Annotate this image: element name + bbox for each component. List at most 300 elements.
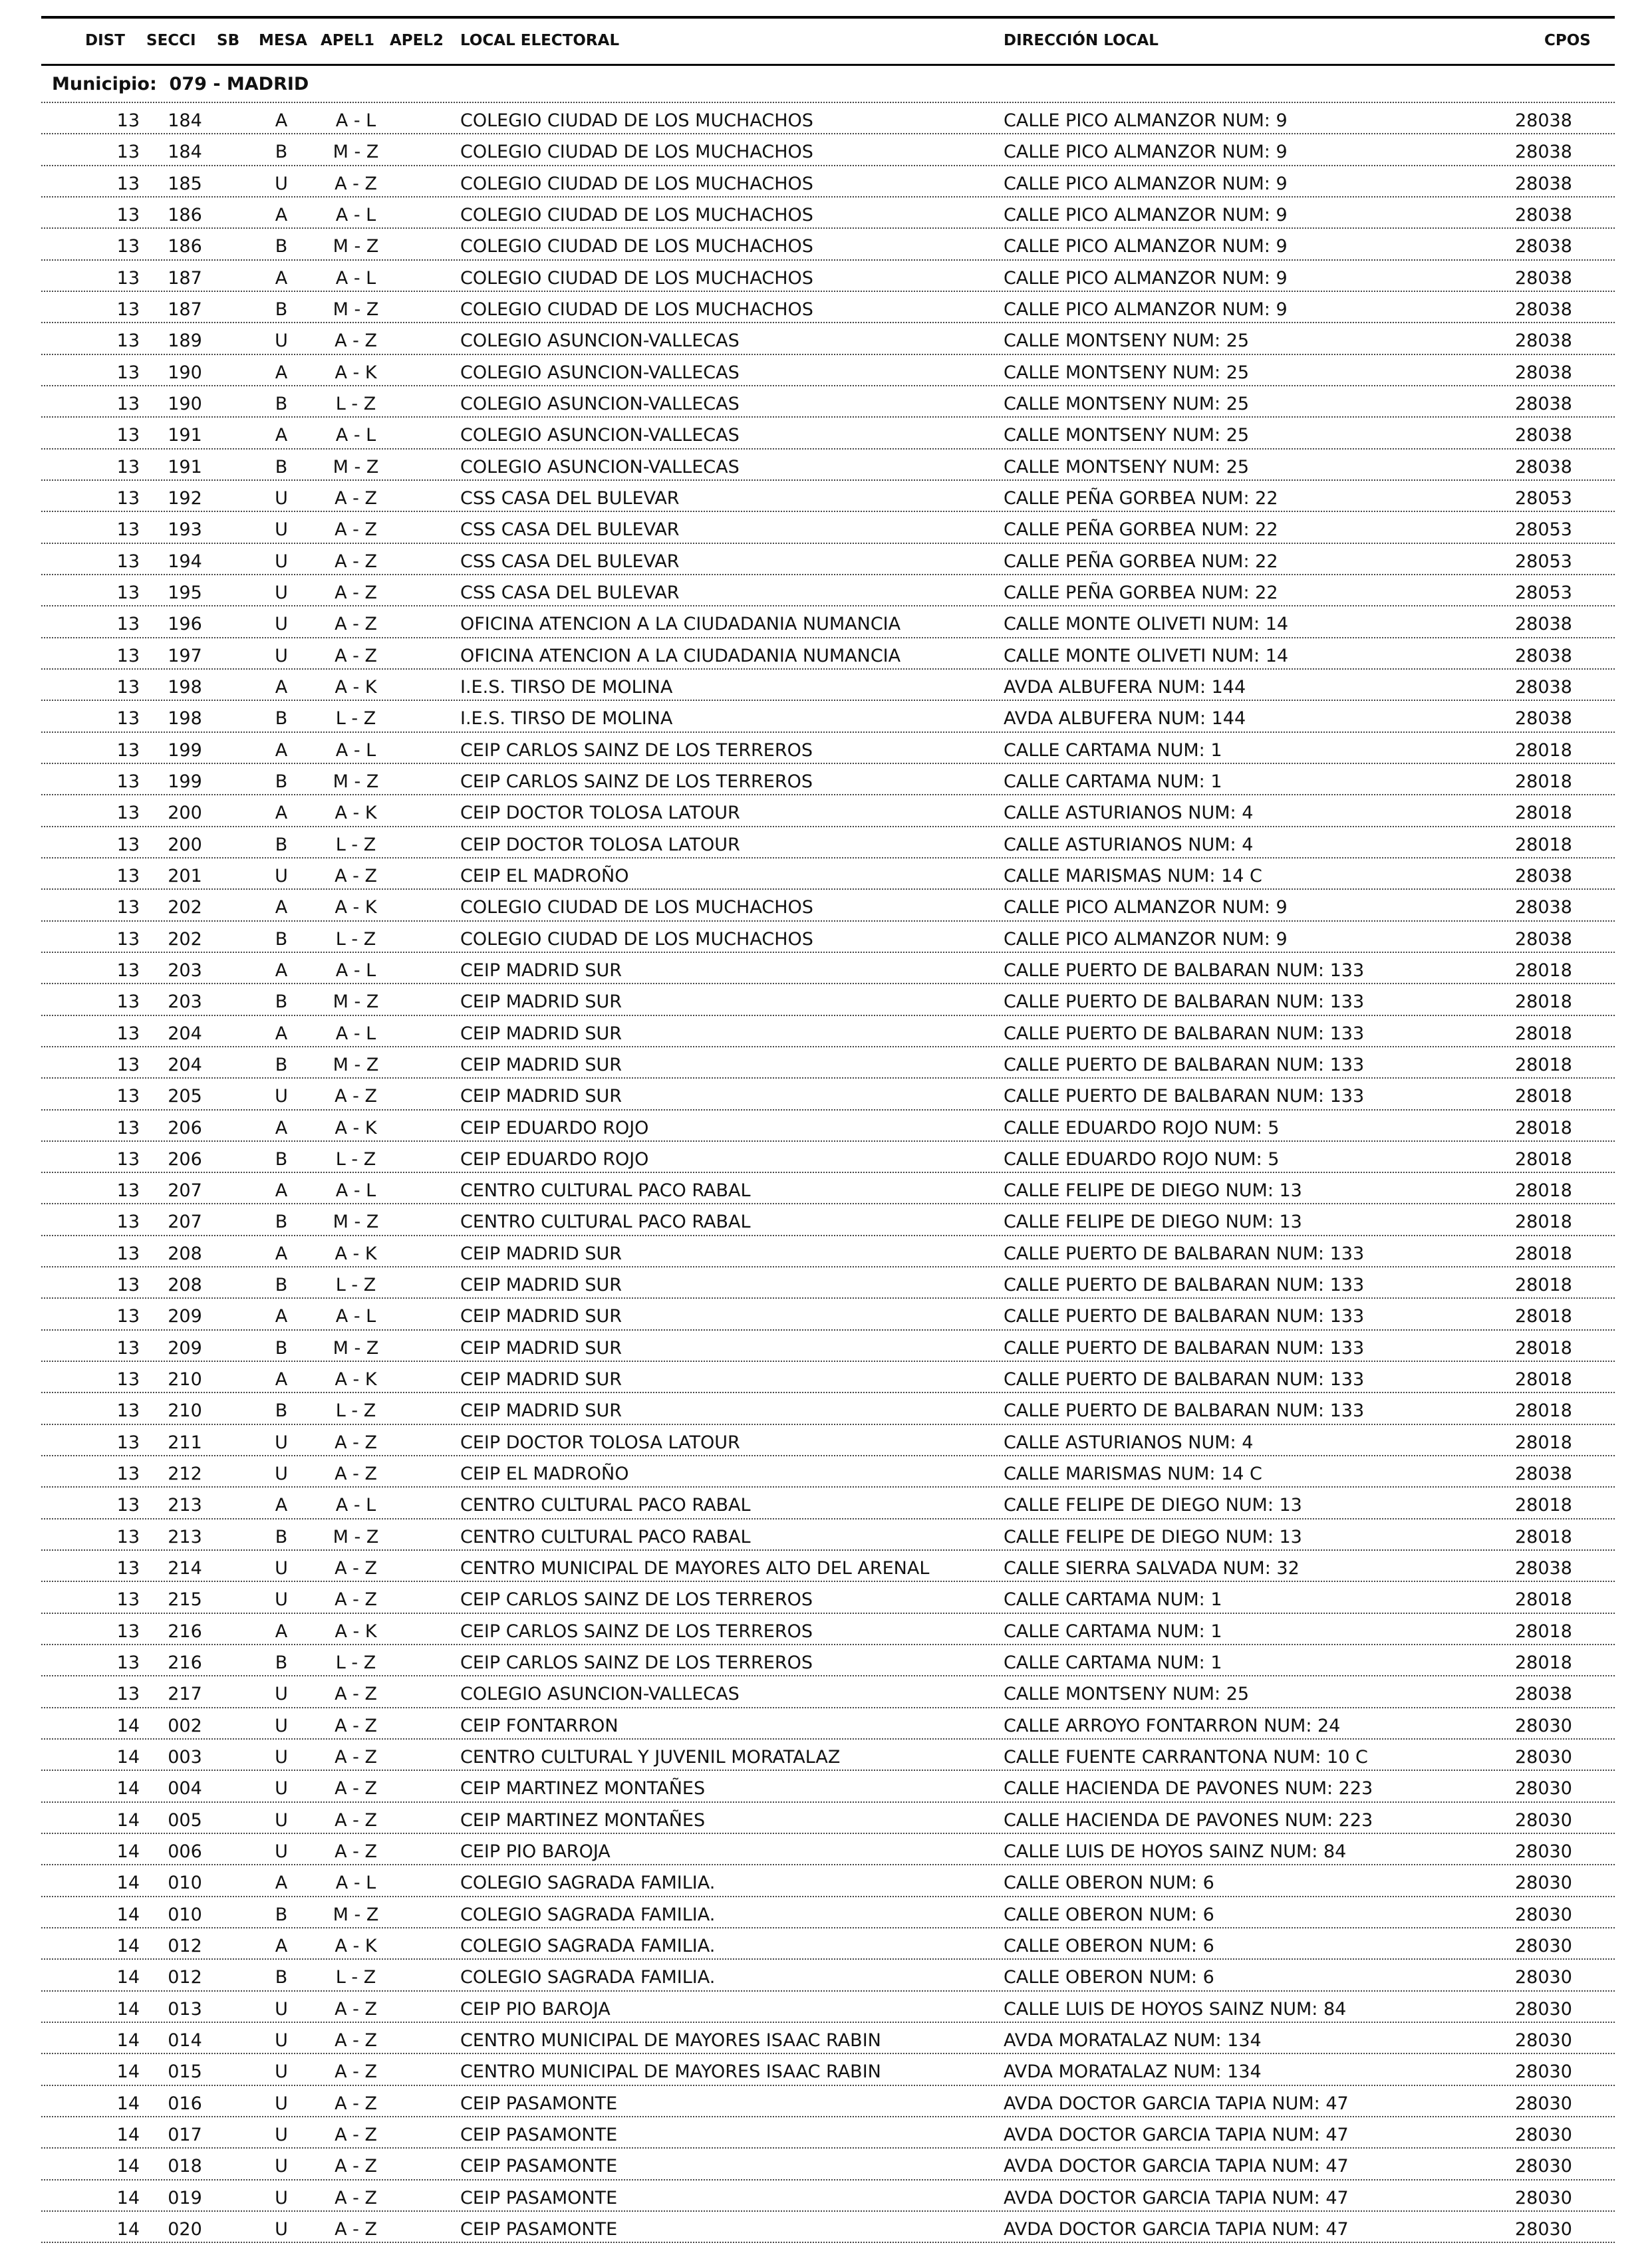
table-row xyxy=(41,1267,1615,1299)
cell-secci: 189 xyxy=(168,330,202,352)
cell-apel1: M - Z xyxy=(333,142,379,163)
cell-local-electoral: COLEGIO CIUDAD DE LOS MUCHACHOS xyxy=(460,897,813,918)
cell-apel1: A - Z xyxy=(335,1778,377,1799)
cell-secci: 192 xyxy=(168,487,202,509)
cell-cpos: 28030 xyxy=(1515,1904,1572,1925)
cell-dist: 13 xyxy=(116,519,140,541)
cell-mesa: U xyxy=(275,582,288,603)
cell-cpos: 28030 xyxy=(1515,2093,1572,2114)
cell-direccion: CALLE ARROYO FONTARRON NUM: 24 xyxy=(1004,1715,1341,1736)
cell-cpos: 28030 xyxy=(1515,1747,1572,1768)
cell-secci: 212 xyxy=(168,1464,202,1485)
cell-dist: 14 xyxy=(116,2125,140,2145)
cell-apel1: A - Z xyxy=(335,1715,377,1736)
cell-local-electoral: CEIP MADRID SUR xyxy=(460,1400,622,1422)
cell-mesa: A xyxy=(275,1621,288,1642)
header-sb: SB xyxy=(217,32,240,49)
cell-local-electoral: COLEGIO CIUDAD DE LOS MUCHACHOS xyxy=(460,928,813,950)
cell-apel1: L - Z xyxy=(335,834,376,855)
cell-local-electoral: CSS CASA DEL BULEVAR xyxy=(460,519,680,541)
cell-apel1: M - Z xyxy=(333,1054,379,1075)
cell-direccion: CALLE PICO ALMANZOR NUM: 9 xyxy=(1004,236,1288,257)
cell-dist: 13 xyxy=(116,1369,140,1390)
cell-apel1: A - L xyxy=(335,204,376,225)
cell-cpos: 28038 xyxy=(1515,173,1572,194)
cell-secci: 216 xyxy=(168,1621,202,1642)
cell-apel1: A - K xyxy=(335,362,377,383)
cell-local-electoral: OFICINA ATENCION A LA CIUDADANIA NUMANCIA xyxy=(460,614,901,635)
cell-dist: 13 xyxy=(116,1180,140,1202)
cell-secci: 207 xyxy=(168,1180,202,1202)
cell-mesa: U xyxy=(275,865,288,886)
cell-mesa: B xyxy=(275,1400,288,1422)
table-row xyxy=(41,355,1615,386)
cell-local-electoral: CEIP EDUARDO ROJO xyxy=(460,1117,649,1138)
cell-secci: 190 xyxy=(168,393,202,414)
cell-local-electoral: CEIP PASAMONTE xyxy=(460,2218,618,2240)
cell-secci: 016 xyxy=(168,2093,202,2114)
cell-secci: 019 xyxy=(168,2187,202,2208)
cell-direccion: AVDA DOCTOR GARCIA TAPIA NUM: 47 xyxy=(1004,2125,1349,2145)
cell-local-electoral: CEIP MADRID SUR xyxy=(460,1054,622,1075)
table-row xyxy=(41,1204,1615,1236)
cell-cpos: 28038 xyxy=(1515,299,1572,320)
cell-secci: 010 xyxy=(168,1873,202,1894)
cell-direccion: CALLE PICO ALMANZOR NUM: 9 xyxy=(1004,173,1288,194)
cell-direccion: CALLE FELIPE DE DIEGO NUM: 13 xyxy=(1004,1495,1302,1516)
cell-local-electoral: CEIP MADRID SUR xyxy=(460,1023,622,1044)
cell-direccion: CALLE CARTAMA NUM: 1 xyxy=(1004,1621,1222,1642)
cell-apel1: A - L xyxy=(335,1306,376,1327)
cell-local-electoral: CEIP MADRID SUR xyxy=(460,1243,622,1264)
cell-cpos: 28038 xyxy=(1515,645,1572,666)
cell-dist: 13 xyxy=(116,1243,140,1264)
cell-local-electoral: COLEGIO SAGRADA FAMILIA. xyxy=(460,1873,716,1894)
table-row xyxy=(41,292,1615,323)
cell-mesa: B xyxy=(275,456,288,477)
table-row xyxy=(41,544,1615,575)
cell-direccion: CALLE PICO ALMANZOR NUM: 9 xyxy=(1004,142,1288,163)
cell-dist: 13 xyxy=(116,487,140,509)
cell-secci: 202 xyxy=(168,897,202,918)
cell-cpos: 28038 xyxy=(1515,236,1572,257)
cell-apel1: M - Z xyxy=(333,1526,379,1547)
cell-local-electoral: CEIP DOCTOR TOLOSA LATOUR xyxy=(460,803,740,824)
cell-apel1: A - L xyxy=(335,267,376,289)
cell-direccion: CALLE HACIENDA DE PAVONES NUM: 223 xyxy=(1004,1778,1373,1799)
table-row xyxy=(41,1016,1615,1047)
cell-local-electoral: COLEGIO CIUDAD DE LOS MUCHACHOS xyxy=(460,236,813,257)
cell-local-electoral: CEIP PIO BAROJA xyxy=(460,1998,611,2020)
cell-direccion: CALLE PUERTO DE BALBARAN NUM: 133 xyxy=(1004,1337,1365,1359)
municipio-heading xyxy=(41,66,1615,103)
cell-local-electoral: COLEGIO ASUNCION-VALLECAS xyxy=(460,330,740,352)
cell-mesa: A xyxy=(275,897,288,918)
table-row xyxy=(41,1928,1615,1960)
cell-cpos: 28038 xyxy=(1515,204,1572,225)
cell-local-electoral: CEIP CARLOS SAINZ DE LOS TERREROS xyxy=(460,739,813,761)
cell-direccion: CALLE PUERTO DE BALBARAN NUM: 133 xyxy=(1004,1275,1365,1296)
cell-dist: 13 xyxy=(116,142,140,163)
cell-secci: 203 xyxy=(168,991,202,1013)
cell-secci: 204 xyxy=(168,1054,202,1075)
cell-mesa: U xyxy=(275,551,288,572)
cell-apel1: A - K xyxy=(335,1621,377,1642)
cell-mesa: U xyxy=(275,645,288,666)
cell-direccion: CALLE PUERTO DE BALBARAN NUM: 133 xyxy=(1004,1400,1365,1422)
cell-secci: 217 xyxy=(168,1684,202,1705)
cell-direccion: AVDA ALBUFERA NUM: 144 xyxy=(1004,708,1246,729)
table-row xyxy=(41,1456,1615,1488)
cell-local-electoral: COLEGIO SAGRADA FAMILIA. xyxy=(460,1967,716,1988)
cell-local-electoral: CEIP DOCTOR TOLOSA LATOUR xyxy=(460,834,740,855)
cell-direccion: CALLE PICO ALMANZOR NUM: 9 xyxy=(1004,897,1288,918)
cell-local-electoral: CEIP EL MADROÑO xyxy=(460,1464,629,1485)
cell-mesa: A xyxy=(275,1180,288,1202)
cell-secci: 195 xyxy=(168,582,202,603)
cell-secci: 201 xyxy=(168,865,202,886)
cell-dist: 13 xyxy=(116,897,140,918)
cell-dist: 13 xyxy=(116,236,140,257)
cell-dist: 14 xyxy=(116,2156,140,2177)
cell-local-electoral: COLEGIO ASUNCION-VALLECAS xyxy=(460,425,740,446)
cell-mesa: U xyxy=(275,487,288,509)
cell-mesa: U xyxy=(275,2187,288,2208)
cell-dist: 13 xyxy=(116,1526,140,1547)
cell-mesa: A xyxy=(275,1306,288,1327)
table-row xyxy=(41,1897,1615,1928)
cell-dist: 13 xyxy=(116,1684,140,1705)
cell-mesa: A xyxy=(275,739,288,761)
cell-direccion: CALLE PEÑA GORBEA NUM: 22 xyxy=(1004,582,1278,603)
cell-cpos: 28018 xyxy=(1515,960,1572,981)
cell-apel1: A - Z xyxy=(335,1558,377,1579)
cell-local-electoral: CENTRO MUNICIPAL DE MAYORES ALTO DEL ARENAL xyxy=(460,1558,930,1579)
cell-dist: 13 xyxy=(116,425,140,446)
cell-mesa: U xyxy=(275,1589,288,1611)
cell-mesa: B xyxy=(275,1212,288,1233)
cell-cpos: 28030 xyxy=(1515,1967,1572,1988)
cell-mesa: A xyxy=(275,267,288,289)
cell-dist: 14 xyxy=(116,2187,140,2208)
cell-cpos: 28018 xyxy=(1515,1243,1572,1264)
header-secci: SECCI xyxy=(146,32,196,49)
cell-direccion: CALLE PEÑA GORBEA NUM: 22 xyxy=(1004,487,1278,509)
cell-secci: 185 xyxy=(168,173,202,194)
cell-secci: 193 xyxy=(168,519,202,541)
cell-local-electoral: CEIP MADRID SUR xyxy=(460,1306,622,1327)
cell-secci: 005 xyxy=(168,1809,202,1831)
cell-apel1: M - Z xyxy=(333,299,379,320)
cell-local-electoral: COLEGIO CIUDAD DE LOS MUCHACHOS xyxy=(460,204,813,225)
cell-secci: 017 xyxy=(168,2125,202,2145)
cell-direccion: CALLE LUIS DE HOYOS SAINZ NUM: 84 xyxy=(1004,1998,1347,2020)
cell-local-electoral: COLEGIO CIUDAD DE LOS MUCHACHOS xyxy=(460,110,813,131)
cell-mesa: B xyxy=(275,1652,288,1674)
cell-secci: 198 xyxy=(168,708,202,729)
cell-direccion: CALLE FUENTE CARRANTONA NUM: 10 C xyxy=(1004,1747,1368,1768)
cell-direccion: CALLE FELIPE DE DIEGO NUM: 13 xyxy=(1004,1526,1302,1547)
cell-mesa: B xyxy=(275,1054,288,1075)
cell-dist: 13 xyxy=(116,1086,140,1107)
cell-cpos: 28030 xyxy=(1515,1873,1572,1894)
cell-local-electoral: CEIP CARLOS SAINZ DE LOS TERREROS xyxy=(460,1652,813,1674)
cell-mesa: U xyxy=(275,2125,288,2145)
cell-apel1: A - Z xyxy=(335,2218,377,2240)
cell-cpos: 28018 xyxy=(1515,1589,1572,1611)
cell-cpos: 28038 xyxy=(1515,456,1572,477)
cell-dist: 14 xyxy=(116,1809,140,1831)
table-row xyxy=(41,323,1615,354)
cell-dist: 14 xyxy=(116,1936,140,1957)
cell-mesa: U xyxy=(275,1715,288,1736)
table-row xyxy=(41,198,1615,229)
cell-mesa: B xyxy=(275,142,288,163)
cell-secci: 197 xyxy=(168,645,202,666)
table-row xyxy=(41,166,1615,198)
cell-local-electoral: CEIP MADRID SUR xyxy=(460,1275,622,1296)
cell-direccion: CALLE PUERTO DE BALBARAN NUM: 133 xyxy=(1004,1086,1365,1107)
cell-secci: 004 xyxy=(168,1778,202,1799)
table-row xyxy=(41,1393,1615,1424)
cell-cpos: 28053 xyxy=(1515,582,1572,603)
cell-cpos: 28038 xyxy=(1515,708,1572,729)
cell-secci: 196 xyxy=(168,614,202,635)
cell-direccion: CALLE ASTURIANOS NUM: 4 xyxy=(1004,1432,1254,1453)
cell-cpos: 28030 xyxy=(1515,2187,1572,2208)
cell-secci: 208 xyxy=(168,1275,202,1296)
cell-dist: 14 xyxy=(116,1841,140,1863)
cell-dist: 13 xyxy=(116,676,140,698)
cell-secci: 204 xyxy=(168,1023,202,1044)
cell-cpos: 28038 xyxy=(1515,110,1572,131)
cell-direccion: CALLE ASTURIANOS NUM: 4 xyxy=(1004,803,1254,824)
cell-secci: 200 xyxy=(168,803,202,824)
cell-apel1: A - Z xyxy=(335,645,377,666)
cell-mesa: B xyxy=(275,236,288,257)
cell-secci: 206 xyxy=(168,1117,202,1138)
cell-direccion: CALLE PICO ALMANZOR NUM: 9 xyxy=(1004,267,1288,289)
cell-cpos: 28030 xyxy=(1515,2125,1572,2145)
header-apel2: APEL2 xyxy=(390,32,444,49)
table-row xyxy=(41,1582,1615,1613)
cell-secci: 186 xyxy=(168,236,202,257)
cell-local-electoral: CENTRO CULTURAL PACO RABAL xyxy=(460,1212,751,1233)
cell-cpos: 28053 xyxy=(1515,519,1572,541)
cell-apel1: A - Z xyxy=(335,614,377,635)
cell-mesa: U xyxy=(275,173,288,194)
cell-mesa: B xyxy=(275,928,288,950)
cell-secci: 213 xyxy=(168,1495,202,1516)
cell-local-electoral: CEIP DOCTOR TOLOSA LATOUR xyxy=(460,1432,740,1453)
cell-mesa: U xyxy=(275,1998,288,2020)
cell-direccion: AVDA DOCTOR GARCIA TAPIA NUM: 47 xyxy=(1004,2187,1349,2208)
cell-cpos: 28018 xyxy=(1515,1432,1572,1453)
cell-cpos: 28038 xyxy=(1515,142,1572,163)
cell-apel1: L - Z xyxy=(335,393,376,414)
cell-secci: 184 xyxy=(168,110,202,131)
cell-local-electoral: CEIP FONTARRON xyxy=(460,1715,619,1736)
cell-apel1: M - Z xyxy=(333,771,379,792)
cell-direccion: CALLE FELIPE DE DIEGO NUM: 13 xyxy=(1004,1212,1302,1233)
table-row xyxy=(41,701,1615,732)
cell-dist: 13 xyxy=(116,1117,140,1138)
cell-dist: 13 xyxy=(116,928,140,950)
cell-dist: 14 xyxy=(116,2061,140,2083)
cell-cpos: 28038 xyxy=(1515,865,1572,886)
table-row xyxy=(41,1708,1615,1740)
cell-mesa: U xyxy=(275,1778,288,1799)
cell-dist: 14 xyxy=(116,2218,140,2240)
cell-secci: 205 xyxy=(168,1086,202,1107)
cell-direccion: CALLE PUERTO DE BALBARAN NUM: 133 xyxy=(1004,960,1365,981)
cell-local-electoral: CEIP EDUARDO ROJO xyxy=(460,1148,649,1170)
table-row xyxy=(41,1803,1615,1834)
cell-cpos: 28038 xyxy=(1515,676,1572,698)
cell-cpos: 28018 xyxy=(1515,1400,1572,1422)
cell-local-electoral: CEIP PASAMONTE xyxy=(460,2187,618,2208)
cell-local-electoral: CEIP MADRID SUR xyxy=(460,960,622,981)
cell-secci: 187 xyxy=(168,299,202,320)
cell-dist: 13 xyxy=(116,1306,140,1327)
cell-local-electoral: COLEGIO CIUDAD DE LOS MUCHACHOS xyxy=(460,299,813,320)
cell-mesa: U xyxy=(275,2061,288,2083)
cell-apel1: M - Z xyxy=(333,1212,379,1233)
cell-dist: 13 xyxy=(116,645,140,666)
cell-dist: 14 xyxy=(116,2030,140,2051)
cell-direccion: CALLE CARTAMA NUM: 1 xyxy=(1004,771,1222,792)
cell-direccion: AVDA DOCTOR GARCIA TAPIA NUM: 47 xyxy=(1004,2093,1349,2114)
cell-apel1: A - Z xyxy=(335,1464,377,1485)
header-apel1: APEL1 xyxy=(321,32,375,49)
cell-cpos: 28038 xyxy=(1515,362,1572,383)
table-row xyxy=(41,670,1615,701)
table-row xyxy=(41,2117,1615,2149)
cell-direccion: CALLE CARTAMA NUM: 1 xyxy=(1004,739,1222,761)
cell-mesa: U xyxy=(275,330,288,352)
cell-mesa: A xyxy=(275,204,288,225)
cell-cpos: 28038 xyxy=(1515,330,1572,352)
cell-mesa: B xyxy=(275,1967,288,1988)
cell-cpos: 28018 xyxy=(1515,1337,1572,1359)
cell-apel1: A - K xyxy=(335,803,377,824)
cell-secci: 214 xyxy=(168,1558,202,1579)
cell-direccion: CALLE PICO ALMANZOR NUM: 9 xyxy=(1004,110,1288,131)
cell-local-electoral: CEIP MADRID SUR xyxy=(460,1369,622,1390)
cell-cpos: 28018 xyxy=(1515,1369,1572,1390)
cell-secci: 012 xyxy=(168,1936,202,1957)
cell-direccion: CALLE SIERRA SALVADA NUM: 32 xyxy=(1004,1558,1300,1579)
cell-dist: 13 xyxy=(116,267,140,289)
table-row xyxy=(41,1519,1615,1551)
cell-direccion: CALLE FELIPE DE DIEGO NUM: 13 xyxy=(1004,1180,1302,1202)
table-row xyxy=(41,1299,1615,1330)
table-row xyxy=(41,418,1615,449)
cell-dist: 13 xyxy=(116,1400,140,1422)
cell-local-electoral: COLEGIO ASUNCION-VALLECAS xyxy=(460,362,740,383)
cell-local-electoral: I.E.S. TIRSO DE MOLINA xyxy=(460,676,673,698)
table-row xyxy=(41,1992,1615,2023)
cell-local-electoral: CEIP MADRID SUR xyxy=(460,991,622,1013)
cell-mesa: A xyxy=(275,110,288,131)
cell-cpos: 28018 xyxy=(1515,1212,1572,1233)
cell-dist: 14 xyxy=(116,1904,140,1925)
cell-cpos: 28030 xyxy=(1515,1809,1572,1831)
cell-apel1: A - Z xyxy=(335,2156,377,2177)
cell-mesa: B xyxy=(275,771,288,792)
cell-mesa: U xyxy=(275,2030,288,2051)
cell-secci: 186 xyxy=(168,204,202,225)
cell-apel1: A - Z xyxy=(335,1086,377,1107)
cell-dist: 13 xyxy=(116,173,140,194)
cell-apel1: A - Z xyxy=(335,173,377,194)
cell-cpos: 28030 xyxy=(1515,2061,1572,2083)
cell-mesa: A xyxy=(275,803,288,824)
cell-apel1: A - L xyxy=(335,960,376,981)
header-mesa: MESA xyxy=(259,32,307,49)
cell-local-electoral: CENTRO CULTURAL PACO RABAL xyxy=(460,1180,751,1202)
table-row xyxy=(41,103,1615,134)
cell-cpos: 28053 xyxy=(1515,551,1572,572)
cell-cpos: 28018 xyxy=(1515,1495,1572,1516)
cell-local-electoral: CSS CASA DEL BULEVAR xyxy=(460,582,680,603)
cell-apel1: A - K xyxy=(335,1936,377,1957)
cell-dist: 13 xyxy=(116,362,140,383)
cell-cpos: 28018 xyxy=(1515,803,1572,824)
cell-local-electoral: COLEGIO ASUNCION-VALLECAS xyxy=(460,456,740,477)
cell-local-electoral: CSS CASA DEL BULEVAR xyxy=(460,551,680,572)
cell-secci: 210 xyxy=(168,1400,202,1422)
table-row xyxy=(41,512,1615,543)
cell-direccion: CALLE PUERTO DE BALBARAN NUM: 133 xyxy=(1004,1369,1365,1390)
table-row xyxy=(41,1960,1615,1991)
cell-direccion: CALLE OBERON NUM: 6 xyxy=(1004,1967,1214,1988)
table-row xyxy=(41,733,1615,764)
table-row xyxy=(41,2086,1615,2117)
cell-secci: 207 xyxy=(168,1212,202,1233)
cell-dist: 13 xyxy=(116,1464,140,1485)
cell-cpos: 28018 xyxy=(1515,1652,1572,1674)
cell-direccion: CALLE OBERON NUM: 6 xyxy=(1004,1936,1214,1957)
cell-mesa: B xyxy=(275,1904,288,1925)
cell-cpos: 28018 xyxy=(1515,834,1572,855)
cell-apel1: A - Z xyxy=(335,519,377,541)
table-row xyxy=(41,606,1615,638)
cell-secci: 191 xyxy=(168,425,202,446)
cell-apel1: L - Z xyxy=(335,708,376,729)
table-row xyxy=(41,481,1615,512)
cell-apel1: A - Z xyxy=(335,2093,377,2114)
header-dist: DIST xyxy=(85,32,125,49)
table-header xyxy=(41,19,1615,64)
cell-dist: 13 xyxy=(116,1495,140,1516)
cell-cpos: 28018 xyxy=(1515,991,1572,1013)
cell-apel1: L - Z xyxy=(335,928,376,950)
cell-apel1: A - Z xyxy=(335,487,377,509)
table-row xyxy=(41,1676,1615,1708)
cell-apel1: A - L xyxy=(335,110,376,131)
polling-stations-sheet xyxy=(41,16,1615,2243)
cell-cpos: 28030 xyxy=(1515,1778,1572,1799)
cell-secci: 013 xyxy=(168,1998,202,2020)
cell-direccion: CALLE ASTURIANOS NUM: 4 xyxy=(1004,834,1254,855)
cell-cpos: 28030 xyxy=(1515,1715,1572,1736)
table-row xyxy=(41,1865,1615,1897)
cell-cpos: 28038 xyxy=(1515,425,1572,446)
cell-mesa: B xyxy=(275,708,288,729)
cell-cpos: 28038 xyxy=(1515,897,1572,918)
cell-mesa: B xyxy=(275,1275,288,1296)
